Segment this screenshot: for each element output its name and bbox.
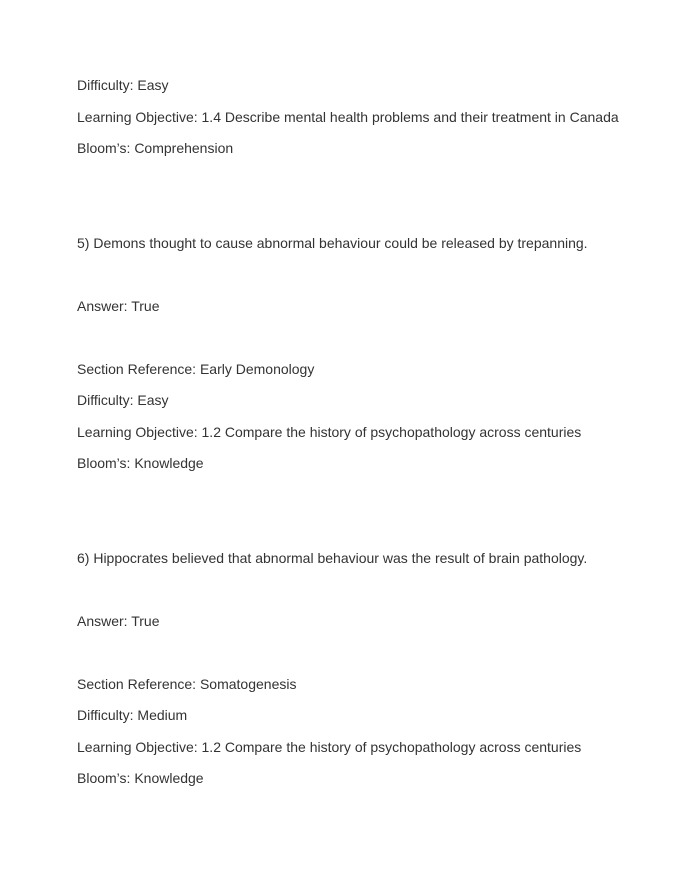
learning-objective-line: Learning Objective: 1.2 Compare the history of psychopathology across centuries <box>77 424 582 440</box>
section-reference-line: Section Reference: Somatogenesis <box>77 676 297 692</box>
difficulty-line: Difficulty: Easy <box>77 392 169 408</box>
difficulty-line: Difficulty: Medium <box>77 707 188 723</box>
question-text: 5) Demons thought to cause abnormal behaviour could be released by trepanning. <box>77 235 588 251</box>
blooms-line: Bloom’s: Comprehension <box>77 140 234 156</box>
blooms-line: Bloom’s: Knowledge <box>77 770 204 786</box>
blooms-line: Bloom’s: Knowledge <box>77 455 204 471</box>
learning-objective-line: Learning Objective: 1.2 Compare the history of psychopathology across centuries <box>77 739 582 755</box>
answer-line: Answer: True <box>77 298 160 314</box>
question-text: 6) Hippocrates believed that abnormal behaviour was the result of brain pathology. <box>77 550 588 566</box>
learning-objective-line: Learning Objective: 1.4 Describe mental health problems and their treatment in Canada <box>77 109 619 125</box>
difficulty-line: Difficulty: Easy <box>77 77 169 93</box>
answer-line: Answer: True <box>77 613 160 629</box>
section-reference-line: Section Reference: Early Demonology <box>77 361 315 377</box>
